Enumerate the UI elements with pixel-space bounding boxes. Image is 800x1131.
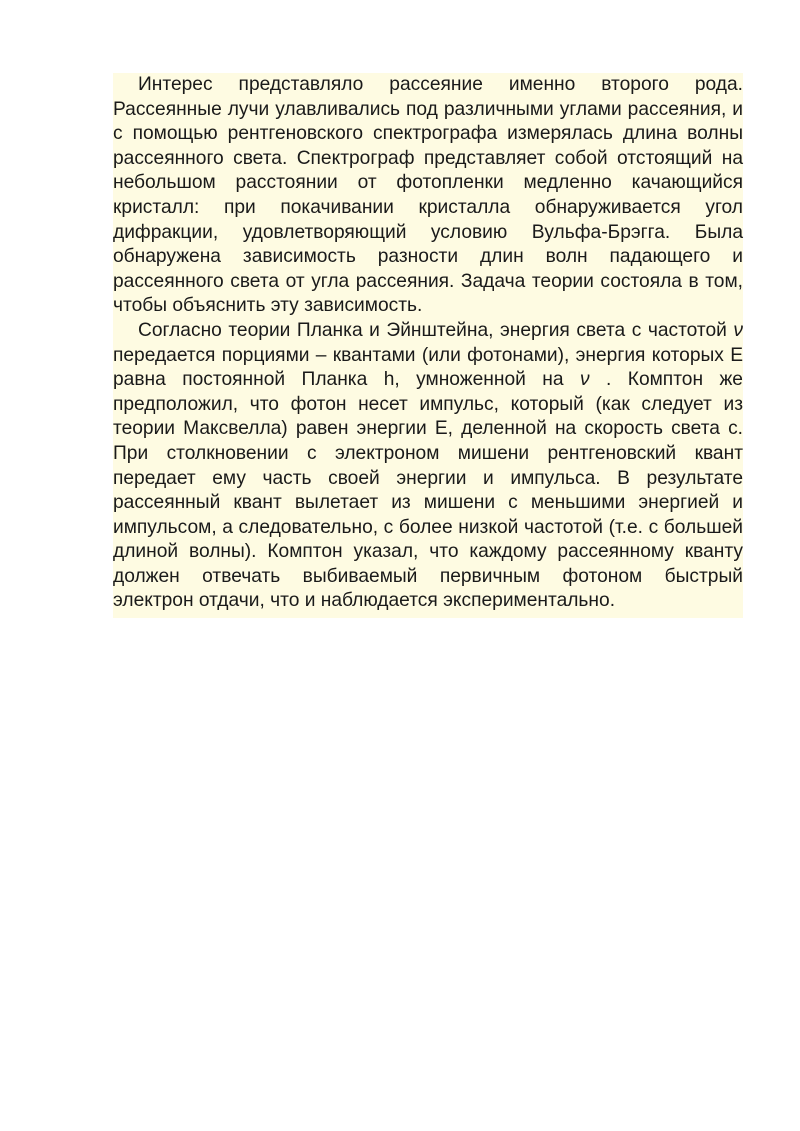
text-block	[113, 73, 743, 618]
paragraph-2-text-c: . Комптон же предположил, что фотон несет импульс, который (как следует из теории Максвелла) равен энергии Е, деленной на скорость света с. При столкновении с электроном мишени рентгеновский квант передает ему часть своей энергии и импульса. В результате рассеянный квант вылетает из мишени с меньшими энергией и импульсом, а следовательно, с более низкой частотой (т.е. с большей длиной волны). Комптон указал, что каждому рассеянному кванту должен отвечать выбиваемый первичным фотоном быстрый электрон отдачи, что и наблюдается экспериментально.	[113, 369, 743, 612]
paragraph-2-text-b: передается порциями – квантами (или фотонами), энергия которых Е равна постоянной Планка h, умноженной на	[113, 344, 743, 391]
nu-symbol: ν	[579, 369, 590, 391]
paragraph-1	[113, 73, 743, 319]
paragraph-2-text-a: Согласно теории Планка и Эйнштейна, энергия света с частотой	[138, 319, 734, 341]
paragraph-2	[113, 319, 743, 614]
nu-symbol: ν	[733, 319, 743, 341]
paragraph-1-text: Интерес представляло рассеяние именно второго рода. Рассеянные лучи улавливались под различными углами рассеяния, и с помощью рентгеновского спектрографа измерялась длина волны рассеянного света. Спектрограф представляет собой отстоящий на небольшом расстоянии от фотопленки медленно качающийся кристалл: при покачивании кристалла обнаруживается угол дифракции, удовлетворяющий условию Вульфа-Брэгга. Была обнаружена зависимость разности длин волн падающего и рассеянного света от угла рассеяния. Задача теории состояла в том, чтобы объяснить эту зависимость.	[113, 74, 743, 317]
